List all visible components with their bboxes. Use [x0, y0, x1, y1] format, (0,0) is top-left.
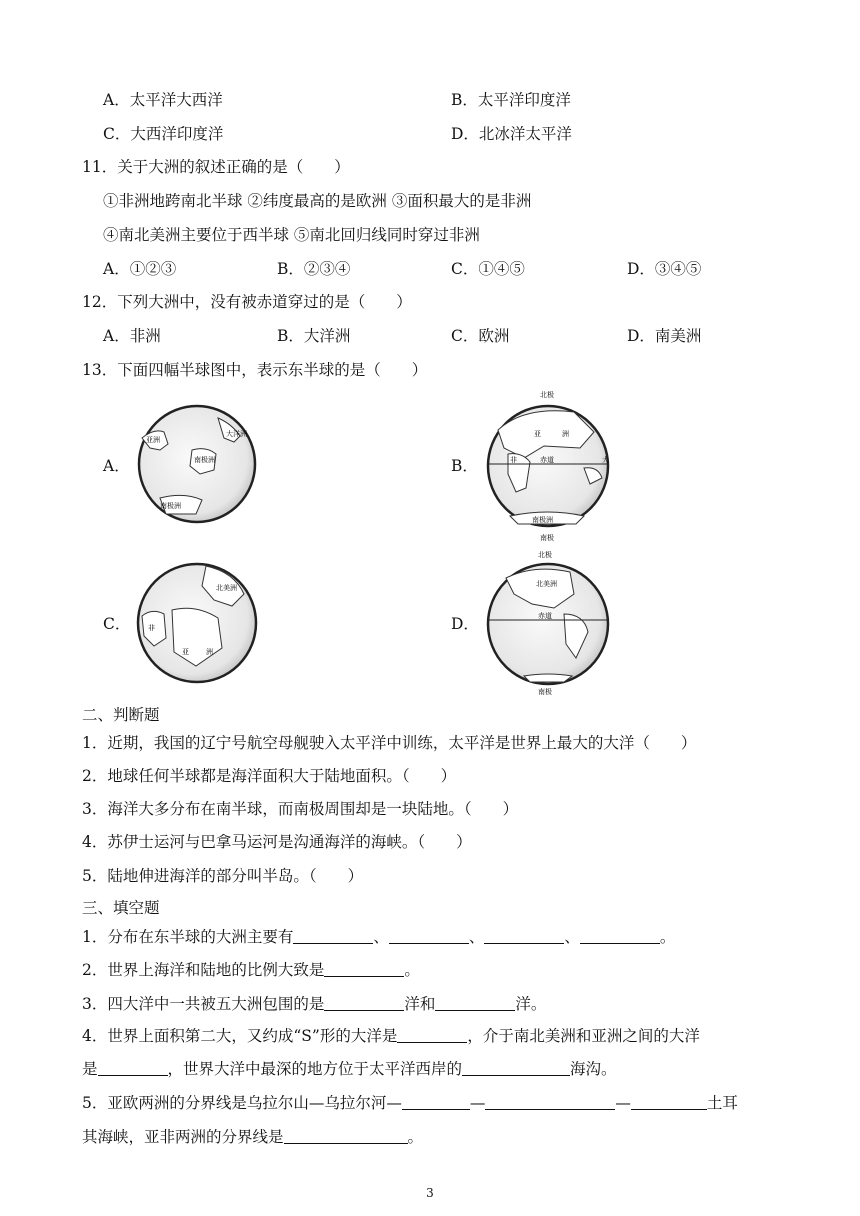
fill-q4-blank-2[interactable] — [98, 1059, 168, 1076]
fill-q5-blank-2[interactable] — [485, 1093, 615, 1110]
fill-question-5-line-2 — [82, 1127, 423, 1147]
q11-option-c: C．①④⑤ — [451, 260, 525, 278]
fill-q3-text: 3．四大洋中一共被五大洲包围的是 — [82, 995, 325, 1013]
fill-q5-dash-1: — — [469, 1094, 486, 1112]
section2-item-2: 2．地球任何半球都是海洋面积大于陆地面积。（ ） — [82, 767, 457, 785]
globe-a-label-top: 亚洲 — [146, 436, 160, 444]
q11-stem: 11．关于大洲的叙述正确的是（ ） — [82, 158, 350, 176]
q11-option-a: A．①②③ — [103, 260, 177, 278]
fill-q5-line2-start: 其海峡，亚非两洲的分界线是 — [82, 1128, 284, 1146]
q11-option-d: D．③④⑤ — [627, 260, 702, 278]
fill-q2-text: 2．世界上海洋和陆地的比例大致是 — [82, 961, 325, 979]
q12-option-b: B．大洋洲 — [277, 327, 351, 345]
globe-b-label-africa: 非 — [510, 456, 517, 464]
fill-q1-text: 1．分布在东半球的大洲主要有 — [82, 928, 294, 946]
globe-b-label-north: 北极 — [540, 391, 554, 399]
fill-q5-dash-2: — — [615, 1094, 631, 1112]
q11-option-b: B．②③④ — [277, 260, 351, 278]
fill-q1-sep-2: 、 — [468, 928, 485, 946]
globe-d-label-equator: 赤道 — [538, 612, 552, 620]
fill-question-3 — [82, 994, 546, 1014]
globe-c-label-north-america: 北美洲 — [216, 584, 237, 592]
fill-q5-end: 土耳 — [706, 1094, 738, 1112]
fill-q1-sep-1: 、 — [373, 928, 389, 946]
section2-item-4: 4．苏伊士运河与巴拿马运河是沟通海洋的海峡。（ ） — [82, 833, 472, 851]
q13-option-b-label: B． — [451, 457, 478, 475]
q10-option-a: A．太平洋大西洋 — [103, 91, 223, 109]
q11-statements-2: ④南北美洲主要位于西半球 ⑤南北回归线同时穿过非洲 — [103, 226, 480, 244]
fill-question-4-line-1 — [82, 1026, 700, 1046]
fill-q3-end: 洋。 — [515, 995, 547, 1013]
fill-q4-line2-end: 海沟。 — [570, 1060, 617, 1078]
fill-question-4-line-2 — [82, 1059, 617, 1079]
globe-b-label-asia-1: 亚 — [534, 430, 541, 438]
fill-q3-blank-1[interactable] — [324, 994, 404, 1011]
section3-title: 三、填空题 — [82, 899, 160, 917]
fill-q4-line2-start: 是 — [82, 1060, 98, 1078]
globe-c-label-asia-1: 亚 — [182, 648, 189, 656]
globe-b-label-bottom: 南极洲 — [532, 516, 553, 524]
fill-q5-text: 5．亚欧两洲的分界线是乌拉尔山—乌拉尔河— — [82, 1094, 402, 1112]
q13-stem: 13．下面四幅半球图中，表示东半球的是（ ） — [82, 361, 428, 379]
fill-q1-blank-1[interactable] — [293, 927, 373, 944]
fill-question-5-line-1 — [82, 1093, 738, 1113]
globe-b-label-equator: 赤道 — [540, 456, 554, 464]
q12-option-d: D．南美洲 — [627, 327, 702, 345]
fill-q3-blank-2[interactable] — [435, 994, 515, 1011]
globe-a-label-bottom: 南极洲 — [160, 502, 181, 510]
fill-q4-mid: ，介于南北美洲和亚洲之间的大洋 — [467, 1027, 700, 1045]
q13-option-a-label: A． — [103, 457, 130, 475]
globe-a-label-center: 南极洲 — [194, 456, 215, 464]
fill-q5-blank-1[interactable] — [402, 1093, 470, 1110]
q10-option-d: D．北冰洋太平洋 — [451, 125, 572, 143]
q13-option-c-label: C． — [103, 615, 131, 633]
section2-item-5: 5．陆地伸进海洋的部分叫半岛。（ ） — [82, 867, 364, 885]
fill-q2-end: 。 — [404, 961, 420, 979]
globe-b-label-asia-2: 洲 — [562, 430, 569, 438]
globe-c-label-africa: 非 — [148, 624, 155, 632]
q11-statements-1: ①非洲地跨南北半球 ②纬度最高的是欧洲 ③面积最大的是非洲 — [103, 192, 532, 210]
fill-question-2 — [82, 960, 420, 980]
fill-q4-text: 4．世界上面积第二大，又约成“S”形的大洋是 — [82, 1027, 398, 1045]
q12-option-a: A．非洲 — [103, 327, 161, 345]
fill-q4-blank-1[interactable] — [397, 1026, 467, 1043]
globe-d-label-north: 北极 — [538, 551, 552, 559]
globe-a-label-right: 大洋洲 — [226, 430, 247, 438]
fill-q1-blank-2[interactable] — [389, 927, 469, 944]
globe-b-map — [484, 388, 616, 546]
section2-title: 二、判断题 — [82, 706, 160, 724]
globe-c-label-asia-2: 洲 — [206, 648, 213, 656]
globe-a-map — [136, 398, 258, 530]
fill-q1-blank-4[interactable] — [580, 927, 660, 944]
fill-q1-sep-3: 、 — [564, 928, 580, 946]
q12-option-c: C．欧洲 — [451, 327, 510, 345]
section2-item-3: 3．海洋大多分布在南半球，而南极周围却是一块陆地。（ ） — [82, 800, 519, 818]
globe-b-label-south: 南极 — [540, 534, 554, 542]
q10-option-c: C．大西洋印度洋 — [103, 125, 224, 143]
fill-q2-blank[interactable] — [324, 960, 404, 977]
fill-q5-blank-4[interactable] — [284, 1127, 408, 1144]
fill-q5-blank-3[interactable] — [631, 1093, 707, 1110]
fill-q4-line2-mid: ，世界大洋中最深的地方位于太平洋西岸的 — [167, 1060, 463, 1078]
globe-d-map — [484, 548, 616, 698]
globe-b-label-oceania: 大 — [602, 456, 609, 464]
fill-q1-blank-3[interactable] — [484, 927, 564, 944]
q13-option-d-label: D． — [451, 615, 479, 633]
fill-q5-line2-end: 。 — [407, 1128, 424, 1146]
fill-q1-end: 。 — [659, 928, 676, 946]
globe-d-label-north-america: 北美洲 — [536, 580, 557, 588]
page-number: 3 — [426, 1186, 434, 1200]
fill-q3-mid: 洋和 — [404, 995, 436, 1013]
globe-d-label-south: 南极 — [538, 688, 552, 696]
globe-c-map — [136, 556, 258, 690]
q10-option-b: B．太平洋印度洋 — [451, 91, 571, 109]
section2-item-1: 1．近期，我国的辽宁号航空母舰驶入太平洋中训练，太平洋是世界上最大的大洋（ ） — [82, 734, 697, 752]
fill-q4-blank-3[interactable] — [462, 1059, 570, 1076]
fill-question-1 — [82, 927, 675, 947]
q12-stem: 12．下列大洲中，没有被赤道穿过的是（ ） — [82, 293, 412, 311]
